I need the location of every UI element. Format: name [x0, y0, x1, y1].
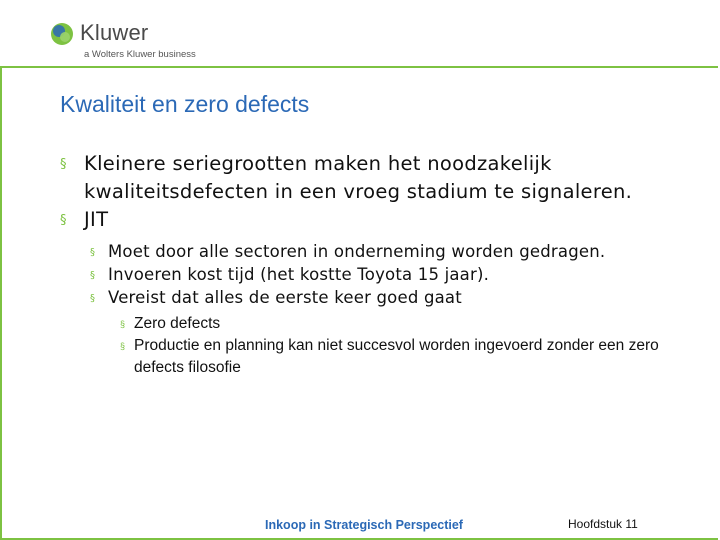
- footer-chapter: Hoofdstuk 11: [568, 517, 638, 531]
- bullet-icon: §: [90, 247, 96, 258]
- bullet-text: Invoeren kost tijd (het kostte Toyota 15 jaar).: [108, 265, 490, 284]
- sub-bullet-point: [90, 263, 680, 286]
- bullet-icon: §: [120, 319, 126, 329]
- bullet-text: Zero defects: [134, 315, 221, 332]
- bullet-icon: §: [90, 293, 96, 304]
- sub-bullet-point: [90, 286, 680, 309]
- bullet-text: Vereist dat alles de eerste keer goed gaat: [108, 288, 462, 307]
- bullet-point: [60, 150, 680, 206]
- kluwer-logo: [50, 20, 220, 62]
- sub-bullet-point: [90, 240, 680, 263]
- footer-book-title: Inkoop in Strategisch Perspectief: [265, 518, 463, 532]
- bullet-text: Productie en planning kan niet succesvol worden ingevoerd zonder een zero defects filosofie: [134, 337, 659, 376]
- globe-icon: [50, 22, 74, 46]
- bullet-text: Moet door alle sectoren in onderneming worden gedragen.: [108, 242, 606, 261]
- bullet-icon: §: [60, 157, 67, 172]
- sub-sub-bullet-point: [120, 313, 680, 335]
- logo-name: Kluwer: [80, 20, 149, 45]
- slide-content: [60, 150, 680, 379]
- slide-title: Kwaliteit en zero defects: [60, 91, 310, 117]
- sub-sub-bullet-point: [120, 335, 680, 379]
- logo-tagline: a Wolters Kluwer business: [84, 49, 196, 60]
- bullet-icon: §: [120, 341, 126, 351]
- bullet-icon: §: [60, 213, 67, 228]
- bullet-text: JIT: [84, 208, 109, 231]
- bullet-text: Kleinere seriegrootten maken het noodzakelijk kwaliteitsdefecten in een vroeg stadium te signaleren.: [84, 152, 633, 203]
- bullet-icon: §: [90, 270, 96, 281]
- bullet-point: [60, 206, 680, 234]
